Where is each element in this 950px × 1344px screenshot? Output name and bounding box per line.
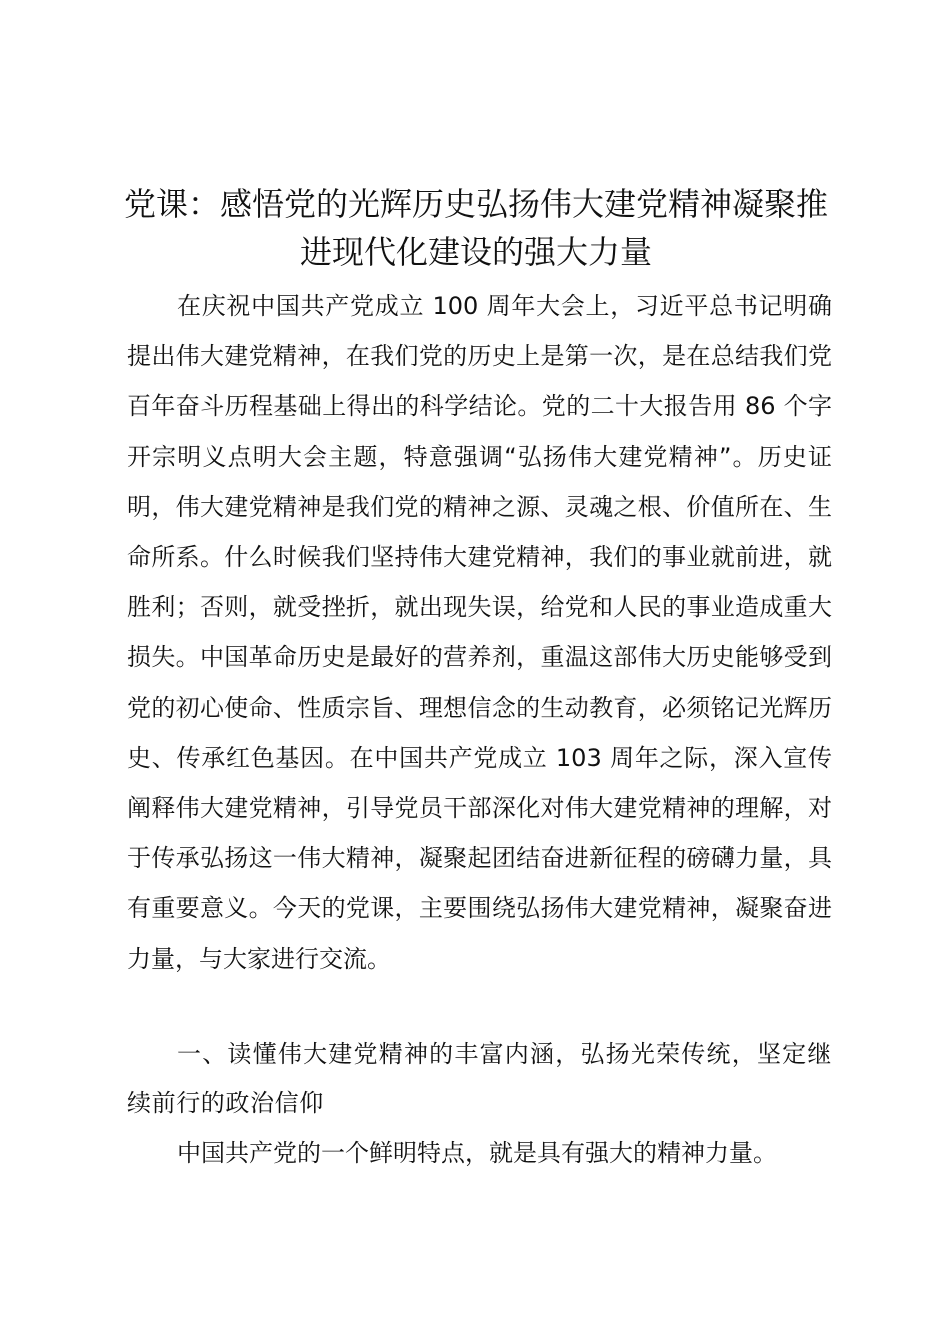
body-paragraph-section-1: 中国共产党的一个鲜明特点，就是具有强大的精神力量。 bbox=[177, 1139, 777, 1167]
document-title: 党课：感悟党的光辉历史弘扬伟大建党精神凝聚推进现代化建设的强大力量 bbox=[123, 185, 828, 271]
section-heading-1: 一、读懂伟大建党精神的丰富内涵，弘扬光荣传统，坚定继续前行的政治信仰 bbox=[127, 1040, 832, 1117]
body-paragraph-intro: 在庆祝中国共产党成立 100 周年大会上，习近平总书记明确提出伟大建党精神，在我们党的历史上是第一次，是在总结我们党百年奋斗历程基础上得出的科学结论。党的二十大报告用 86 个字开宗明义点明大会主题，特意强调“弘扬伟大建党精神”。历史证明，伟大建党精神是我们党的精神之源、灵魂之根、价值所在、生命所系。什么时候我们坚持伟大建党精神，我们的事业就前进，就胜利；否则，就受挫折，就出现失误，给党和人民的事业造成重大损失。中国革命历史是最好的营养剂，重温这部伟大历史能够受到党的初心使命、性质宗旨、理想信念的生动教育，必须铭记光辉历史、传承红色基因。在中国共产党成立 103 周年之际，深入宣传阐释伟大建党精神，引导党员干部深化对伟大建党精神的理解，对于传承弘扬这一伟大精神，凝聚起团结奋进新征程的磅礴力量，具有重要意义。今天的党课，主要围绕弘扬伟大建党精神，凝聚奋进力量，与大家进行交流。 bbox=[127, 292, 832, 973]
